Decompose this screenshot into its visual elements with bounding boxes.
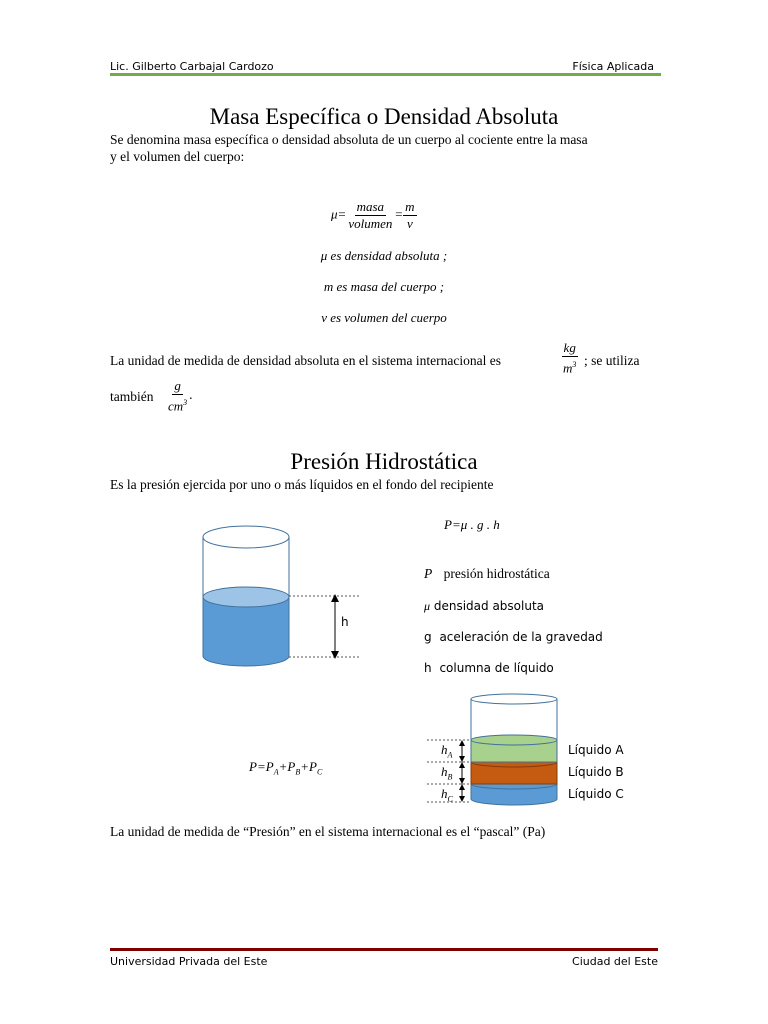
unit-cm: cm	[168, 398, 184, 414]
legend-g-text: aceleración de la gravedad	[439, 630, 603, 644]
legend-g	[424, 630, 603, 644]
h-arrow-head-down	[331, 651, 339, 659]
unit-kg-m3	[561, 340, 578, 376]
density-formula	[331, 199, 417, 232]
density-def-m: m es masa del cuerpo ;	[323, 279, 445, 294]
unit-period: .	[189, 387, 193, 403]
formula-lhs: μ=	[331, 206, 347, 222]
density-intro-line2: y el volumen del cuerpo:	[110, 149, 245, 164]
arrow-c-up	[459, 784, 465, 790]
legend-p-text: presión hidrostática	[443, 566, 550, 581]
header-subject: Física Aplicada	[572, 60, 654, 73]
label-hc	[441, 786, 453, 804]
sum-sub-a: A	[273, 767, 279, 777]
h-label: h	[341, 615, 349, 629]
sum-pa: P	[265, 759, 274, 774]
sum-p: P	[249, 759, 257, 774]
layer-a-top	[471, 735, 557, 745]
sum-pressure-formula	[249, 759, 322, 777]
unit-g: g	[174, 378, 181, 393]
liquid-b-label: Líquido B	[568, 765, 624, 779]
layered-rim	[471, 694, 557, 704]
legend-mu	[424, 599, 544, 614]
unit-exp1: 3	[572, 360, 577, 369]
pressure-intro: Es la presión ejercida por uno o más líquidos en el fondo del recipiente	[110, 477, 494, 492]
cylinder-rim	[203, 526, 289, 548]
label-hb-sym: h	[441, 764, 448, 779]
cylinder-diagram	[195, 520, 375, 680]
label-ha-sym: h	[441, 742, 448, 757]
legend-mu-sym: μ	[424, 599, 431, 613]
sum-pb: P	[287, 759, 296, 774]
formula-eq: =	[394, 206, 404, 222]
liquid-a-label: Líquido A	[568, 743, 624, 757]
label-ha	[441, 742, 452, 760]
sum-eq: =	[256, 759, 266, 774]
unit-g-cm3	[166, 378, 193, 414]
formula-denominator: volumen	[348, 216, 393, 231]
arrow-b-up	[459, 762, 465, 768]
sum-sub-c: C	[316, 767, 323, 777]
pressure-formula: P=μ . g . h	[444, 517, 500, 532]
h-arrow-head-up	[331, 594, 339, 602]
density-unit-text3: también	[110, 389, 154, 404]
density-unit-text2: ; se utiliza	[584, 353, 640, 368]
liquid-c-label: Líquido C	[568, 787, 624, 801]
footer-rule	[110, 948, 658, 951]
legend-p-sym: P	[424, 566, 433, 581]
formula-denominator2: v	[406, 216, 413, 231]
arrow-c-down	[459, 796, 465, 802]
cylinder-water-surface	[203, 587, 289, 607]
unit-kg: kg	[563, 340, 576, 355]
sum-plus2: +	[300, 759, 309, 774]
label-hb-sub: B	[447, 772, 453, 782]
legend-mu-text: densidad absoluta	[433, 599, 545, 613]
legend-h	[424, 661, 554, 675]
density-def-v: v es volumen del cuerpo	[321, 310, 447, 325]
header-rule	[110, 73, 661, 76]
unit-m: m	[563, 360, 573, 376]
arrow-a-up	[459, 740, 465, 746]
section-title-density: Masa Específica o Densidad Absoluta	[209, 104, 559, 129]
formula-numerator: masa	[356, 199, 385, 214]
footer-university: Universidad Privada del Este	[110, 955, 268, 968]
sum-plus1: +	[278, 759, 288, 774]
legend-g-sym: g	[424, 630, 432, 644]
arrow-a-down	[459, 756, 465, 762]
pressure-unit-text: La unidad de medida de “Presión” en el sistema internacional es el “pascal” (Pa)	[110, 824, 546, 839]
sum-pc: P	[308, 759, 317, 774]
footer-city: Ciudad del Este	[572, 955, 658, 968]
sum-sub-b: B	[295, 767, 301, 777]
label-ha-sub: A	[447, 750, 453, 760]
formula-numerator2: m	[405, 199, 415, 214]
arrow-b-down	[459, 778, 465, 784]
legend-h-text: columna de líquido	[439, 661, 554, 675]
unit-exp2: 3	[183, 398, 188, 407]
density-unit-text: La unidad de medida de densidad absoluta en el sistema internacional es	[110, 353, 501, 368]
label-hc-sym: h	[441, 786, 448, 801]
label-hb	[441, 764, 452, 782]
legend-p	[424, 566, 550, 582]
density-intro-line1: Se denomina masa específica o densidad absoluta de un cuerpo al cociente entre la masa	[110, 132, 588, 147]
section-title-pressure: Presión Hidrostática	[290, 449, 478, 474]
density-def-mu: μ es densidad absoluta ;	[320, 248, 448, 263]
header-author: Lic. Gilberto Carbajal Cardozo	[110, 60, 274, 73]
label-hc-sub: C	[447, 794, 453, 804]
legend-h-sym: h	[424, 661, 432, 675]
